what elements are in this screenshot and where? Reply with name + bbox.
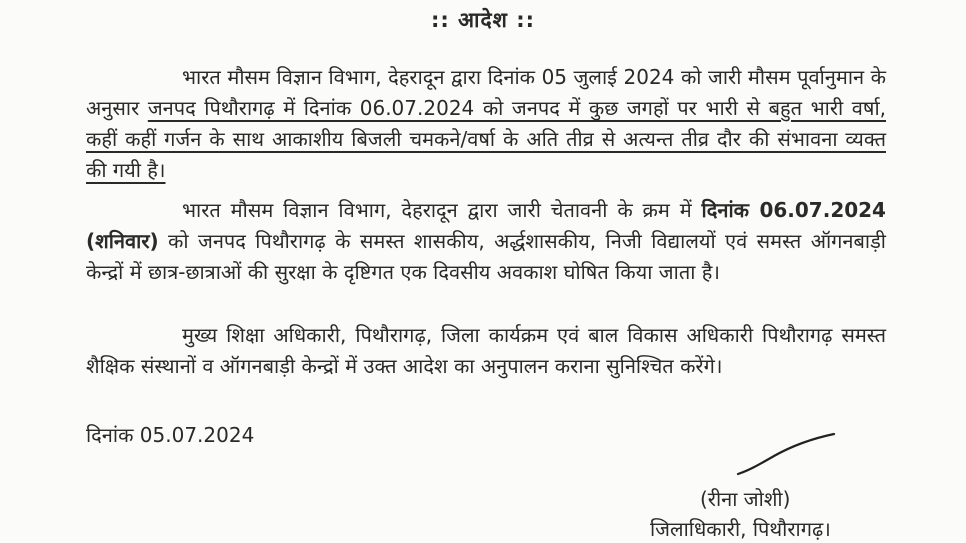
signatory-designation: जिलाधिकारी, पिथौरागढ़। [650, 517, 831, 541]
paragraph2-text-start: भारत मौसम विज्ञान विभाग, देहरादून द्वारा जारी चेतावनी के क्रम में [182, 198, 702, 222]
paragraph-compliance [86, 320, 886, 382]
paragraph1-underlined-text: जनपद पिथौरागढ़ में दिनांक 06.07.2024 को जनपद में कुछ जगहों पर भारी से बहुत भारी वर्षा, कहीं कहीं गर्जन के साथ आकाशीय बिजली चमकने/वर्षा के अति तीव्र से अत्यन्त तीव्र दौर की संभावना व्यक्त की गयी है। [86, 96, 886, 182]
paragraph3-text: मुख्य शिक्षा अधिकारी, पिथौरागढ़, जिला कार्यक्रम एवं बाल विकास अधिकारी पिथौरागढ़ समस्त शैक्षिक संस्थानों व ऑगनबाड़ी केन्द्रों में उक्त आदेश का अनुपालन कराना सुनिश्चित करेंगे। [86, 323, 886, 378]
issue-date: दिनांक 05.07.2024 [86, 423, 255, 447]
signatory-name: (रीना जोशी) [700, 487, 791, 511]
paragraph-holiday-declaration [86, 195, 886, 288]
paragraph2-bold-date: दिनांक 06.07.2024 (शनिवार) [86, 198, 886, 253]
paragraph1-text: भारत मौसम विज्ञान विभाग, देहरादून द्वारा दिनांक 05 जुलाई 2024 को जारी मौसम पूर्वानुमान के अनुसार [86, 65, 886, 120]
paragraph-weather-forecast [86, 62, 886, 186]
order-heading: :: आदेश :: [430, 8, 536, 32]
paragraph2-text-end: को जनपद पिथौरागढ़ के समस्त शासकीय, अर्द्धशासकीय, निजी विद्यालयों एवं समस्त ऑगनबाड़ी केन्द्रों में छात्र-छात्राओं की सुरक्षा के दृष्टिगत एक दिवसीय अवकाश घोषित किया जाता है। [86, 229, 886, 284]
signature-mark [730, 430, 840, 480]
